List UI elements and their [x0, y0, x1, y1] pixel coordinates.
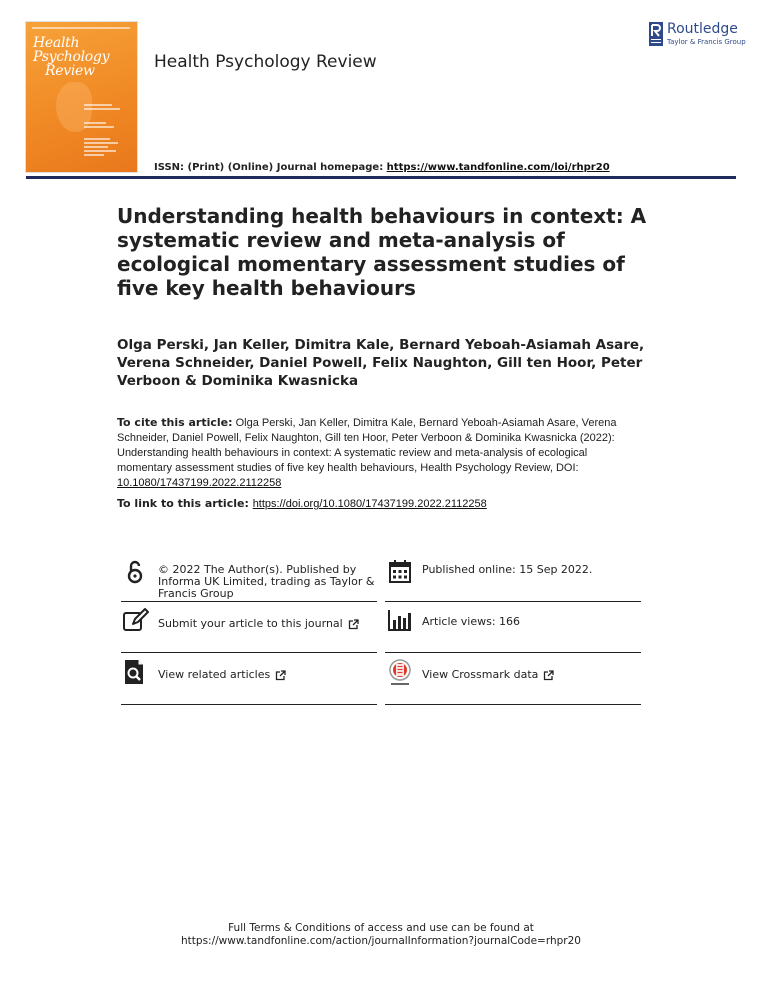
article-title: Understanding health behaviours in context: A systematic review and meta-analysis of ecological momentary assessment studies of five key health behaviours — [117, 204, 647, 300]
submit-cell[interactable] — [121, 607, 377, 653]
external-link-icon — [275, 670, 286, 681]
cover-top-bar — [32, 27, 130, 29]
calendar-icon — [385, 558, 415, 586]
open-access-icon — [121, 558, 151, 586]
views-cell — [385, 607, 641, 653]
citation-label: To cite this article: — [117, 416, 233, 429]
related-cell[interactable] — [121, 658, 377, 705]
related-articles-link[interactable]: View related articles — [158, 668, 271, 681]
doi-link[interactable]: 10.1080/17437199.2022.2112258 — [117, 477, 282, 489]
publisher-name: Routledge — [667, 21, 738, 37]
submit-article-link[interactable]: Submit your article to this journal — [158, 617, 343, 630]
journal-name: Health Psychology Review — [154, 52, 377, 72]
article-authors: Olga Perski, Jan Keller, Dimitra Kale, Bernard Yeboah-Asiamah Asare, Verena Schneider, Daniel Powell, Felix Naughton, Gill ten Hoor, Peter Verboon & Dominika Kwasnicka — [117, 337, 645, 389]
terms-url[interactable]: https://www.tandfonline.com/action/journalInformation?journalCode=rhpr20 — [181, 935, 581, 947]
cover-title: Health Psychology Review — [33, 35, 110, 79]
document-search-icon — [121, 658, 151, 686]
link-label: To link to this article: — [117, 497, 253, 510]
terms-text: Full Terms & Conditions of access and use can be found at — [228, 922, 534, 934]
published-cell — [385, 558, 641, 602]
article-link-line — [117, 497, 487, 510]
routledge-logo-icon — [649, 22, 663, 46]
license-text: © 2022 The Author(s). Published by Informa UK Limited, trading as Taylor & Francis Group — [158, 563, 375, 600]
article-views: Article views: 166 — [422, 615, 521, 628]
article-url-link[interactable]: https://doi.org/10.1080/17437199.2022.2112258 — [252, 498, 487, 510]
journal-cover — [26, 22, 137, 172]
journal-homepage-link[interactable]: https://www.tandfonline.com/loi/rhpr20 — [386, 162, 610, 173]
crossmark-link[interactable]: View Crossmark data — [422, 668, 539, 681]
citation-text: Olga Perski, Jan Keller, Dimitra Kale, Bernard Yeboah-Asiamah Asare, Verena Schneider, Daniel Powell, Felix Naughton, Gill ten Hoor, Peter Verboon & Dominika Kwasnicka (2022): Understanding health behaviours in context: A systematic review and meta-analysis of ecological momentary assessment studies of five key health behaviours, Health Psychology Review, DOI: — [117, 417, 617, 474]
bar-chart-icon — [385, 607, 415, 635]
terms-footer — [0, 922, 762, 948]
license-cell — [121, 558, 377, 602]
cover-graphic — [56, 82, 92, 132]
crossmark-cell[interactable] — [385, 658, 641, 705]
crossmark-icon — [385, 658, 415, 688]
issn-line: ISSN: (Print) (Online) Journal homepage: https://www.tandfonline.com/loi/rhpr20 — [154, 162, 610, 173]
edit-icon — [121, 607, 151, 635]
external-link-icon — [543, 670, 554, 681]
citation-block — [117, 415, 637, 491]
header-divider — [26, 176, 736, 179]
published-date: Published online: 15 Sep 2022. — [422, 563, 593, 576]
external-link-icon — [348, 619, 359, 630]
publisher-group: Taylor & Francis Group — [667, 38, 746, 46]
